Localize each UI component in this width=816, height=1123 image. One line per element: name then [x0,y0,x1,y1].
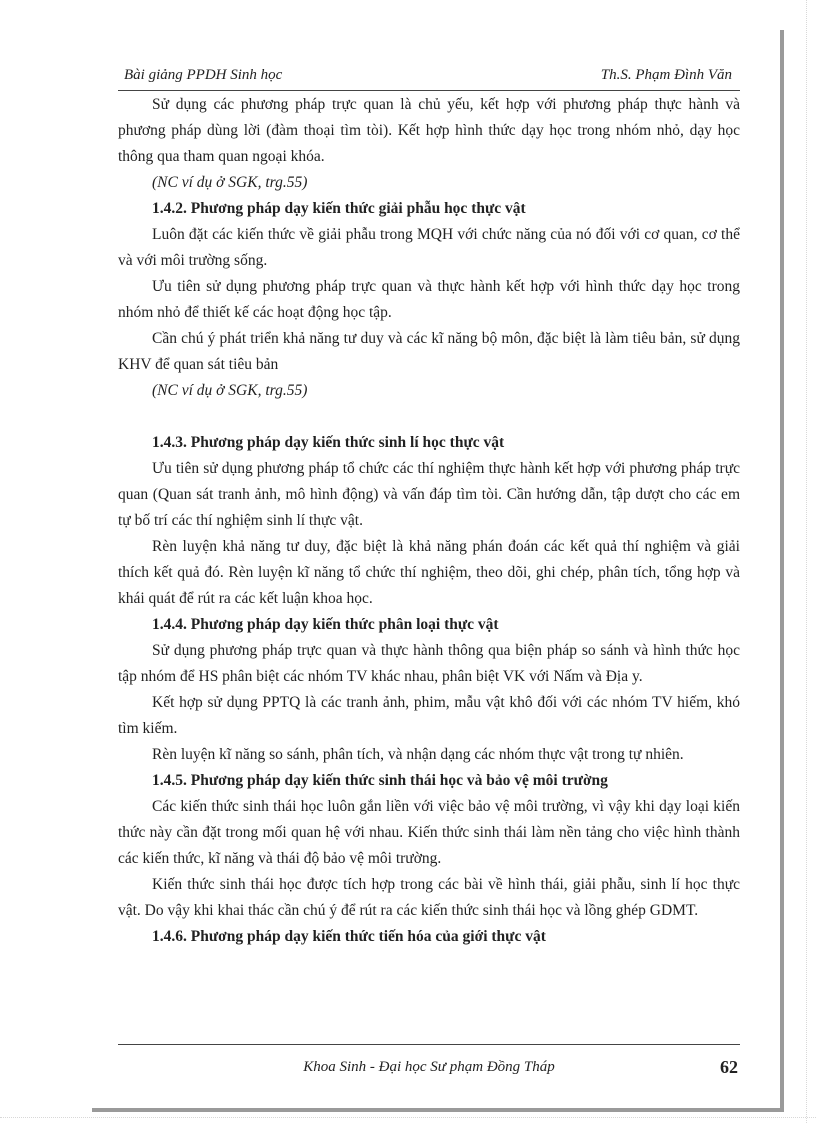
page-header [118,64,740,91]
section-heading-1-4-5: 1.4.5. Phương pháp dạy kiến thức sinh thái học và bảo vệ môi trường [152,772,608,789]
paragraph: Cần chú ý phát triển khả năng tư duy và các kĩ năng bộ môn, đặc biệt là làm tiêu bản, sử dụng KHV để quan sát tiêu bản [118,330,740,373]
page-footer [118,1044,740,1077]
paragraph: Các kiến thức sinh thái học luôn gắn liền với việc bảo vệ môi trường, vì vậy khi dạy loại kiến thức này cần đặt trong mối quan hệ với nhau. Kiến thức sinh thái làm nền tảng cho việc hình thành các kiến thức, kĩ năng và thái độ bảo vệ môi trường. [118,798,740,867]
citation: (NC ví dụ ở SGK, trg.55) [152,382,308,399]
paragraph: Kiến thức sinh thái học được tích hợp trong các bài về hình thái, giải phẫu, sinh lí học thực vật. Do vậy khi khai thác cần chú ý để rút ra các kiến thức sinh thái học và lồng ghép GDMT. [118,876,740,919]
footer-institution: Khoa Sinh - Đại học Sư phạm Đồng Tháp [303,1059,555,1075]
section-heading-1-4-2: 1.4.2. Phương pháp dạy kiến thức giải phẫu học thực vật [152,200,526,217]
paragraph: Rèn luyện kĩ năng so sánh, phân tích, và nhận dạng các nhóm thực vật trong tự nhiên. [152,746,684,763]
page-edge-dots [806,0,807,1123]
section-heading-1-4-6: 1.4.6. Phương pháp dạy kiến thức tiến hóa của giới thực vật [152,928,546,945]
page-content [118,92,740,950]
paragraph: Kết hợp sử dụng PPTQ là các tranh ảnh, phim, mẫu vật khô đối với các nhóm TV hiếm, khó tìm kiếm. [118,694,740,737]
section-heading-1-4-3: 1.4.3. Phương pháp dạy kiến thức sinh lí học thực vật [152,434,505,451]
paragraph: Sử dụng phương pháp trực quan và thực hành thông qua biện pháp so sánh và hình thức học tập nhóm để HS phân biệt các nhóm TV khác nhau, phân biệt VK với Nấm và Địa y. [118,642,740,685]
paragraph: Sử dụng các phương pháp trực quan là chủ yếu, kết hợp với phương pháp thực hành và phương pháp dùng lời (đàm thoại tìm tòi). Kết hợp hình thức dạy học trong nhóm nhỏ, dạy học thông qua tham quan ngoại khóa. [118,96,740,165]
citation: (NC ví dụ ở SGK, trg.55) [152,174,308,191]
paragraph: Ưu tiên sử dụng phương pháp tổ chức các thí nghiệm thực hành kết hợp với phương pháp trực quan (Quan sát tranh ảnh, mô hình động) và vấn đáp tìm tòi. Cần hướng dẫn, tập dượt cho các em tự bố trí các thí nghiệm sinh lí thực vật. [118,460,740,529]
spacer [118,404,740,430]
paragraph: Rèn luyện khả năng tư duy, đặc biệt là khả năng phán đoán các kết quả thí nghiệm và giải thích kết quả đó. Rèn luyện kĩ năng tổ chức thí nghiệm, theo dõi, ghi chép, phân tích, tổng hợp và khái quát để rút ra các kết luận khoa học. [118,538,740,607]
header-course-title: Bài giảng PPDH Sinh học [124,67,283,83]
header-author: Th.S. Phạm Đình Văn [600,67,732,83]
page-number: 62 [720,1057,738,1077]
paragraph: Luôn đặt các kiến thức về giải phẫu trong MQH với chức năng của nó đối với cơ quan, cơ thể và với môi trường sống. [118,226,740,269]
paragraph: Ưu tiên sử dụng phương pháp trực quan và thực hành kết hợp với hình thức dạy học trong nhóm nhỏ để thiết kế các hoạt động học tập. [118,278,740,321]
section-heading-1-4-4: 1.4.4. Phương pháp dạy kiến thức phân loại thực vật [152,616,499,633]
page-shadow-bottom [92,1108,784,1112]
page-shadow-right [780,30,784,1110]
page-edge-dots-bottom [0,1117,816,1118]
